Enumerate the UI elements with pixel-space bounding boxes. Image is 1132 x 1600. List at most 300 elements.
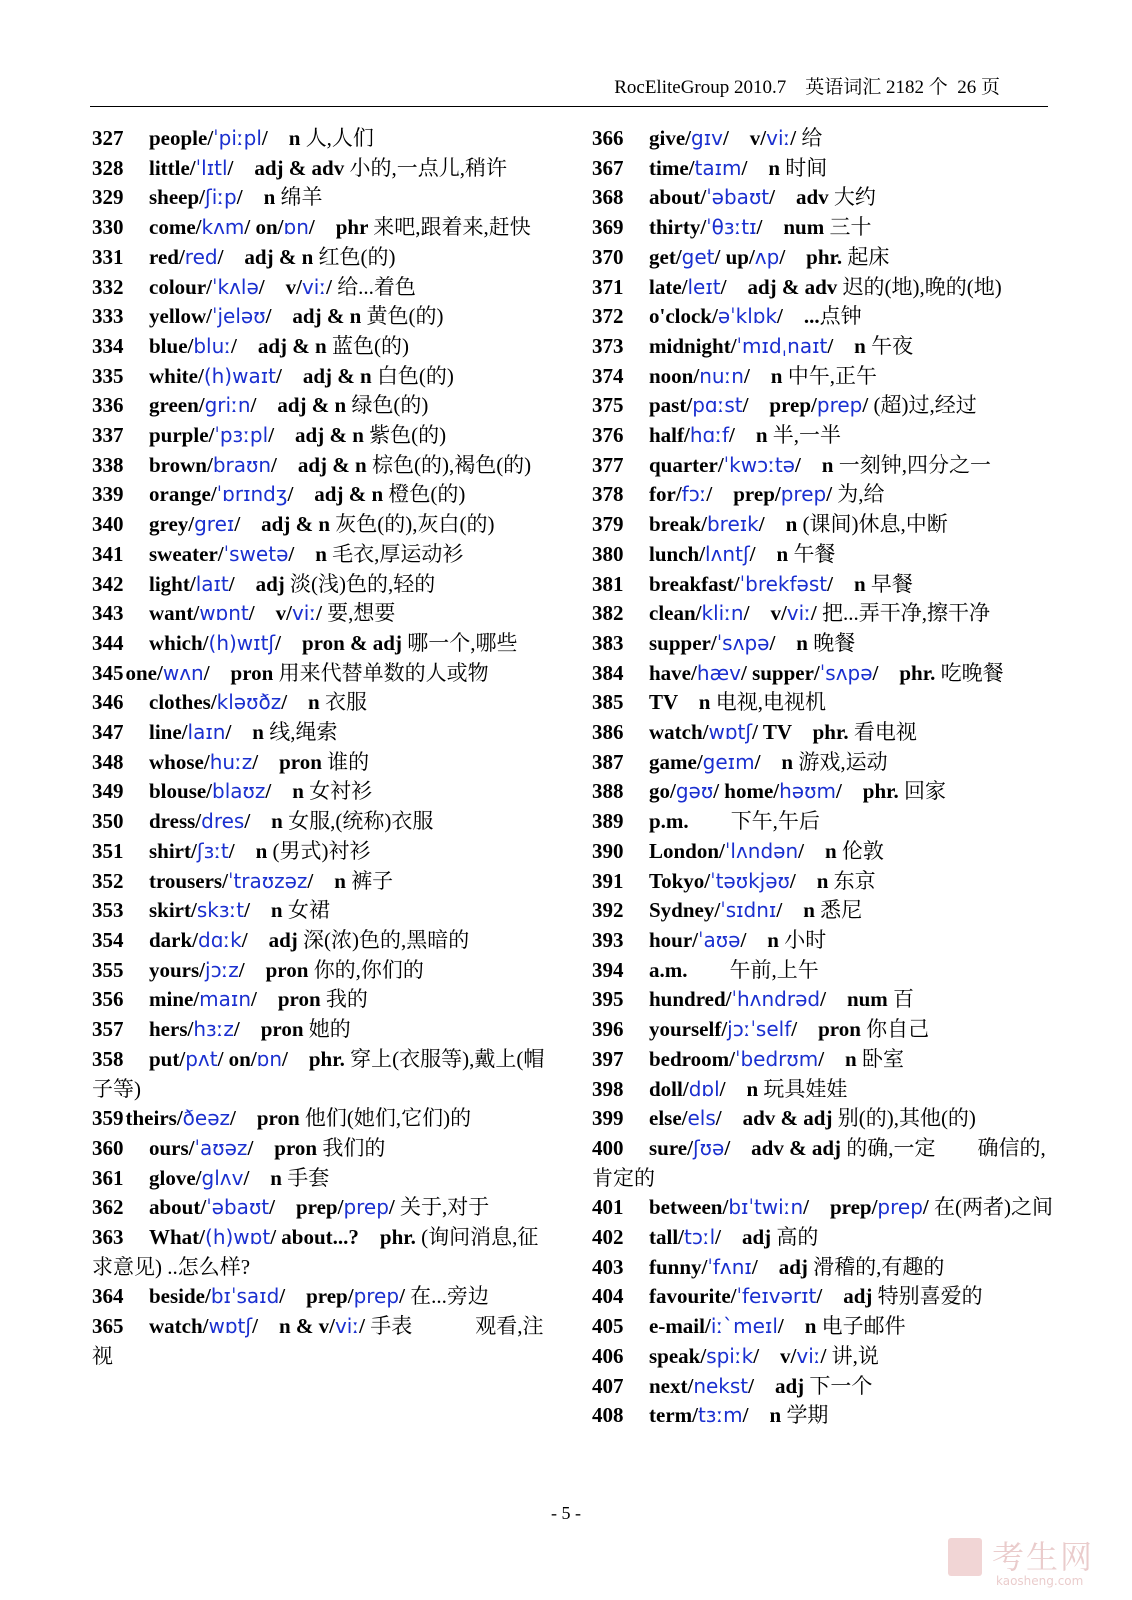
chinese-meaning: 在...旁边 (410, 1284, 489, 1309)
word-text: time/ (649, 155, 695, 180)
phonetic: dɒl (688, 1076, 720, 1101)
word-text: / prep/ (706, 482, 781, 507)
entry-number: 384 (592, 660, 624, 685)
entry-number: 400 (592, 1135, 624, 1160)
word-text: brown/ (149, 452, 213, 477)
chinese-meaning: 游戏,运动 (798, 749, 888, 774)
word-text: Sydney/ (649, 898, 721, 923)
phonetic: wɒtʃ (708, 720, 753, 745)
vocab-entry (592, 124, 1054, 154)
vocab-entry (92, 956, 547, 986)
phonetic: (h)wɪtʃ (208, 630, 276, 655)
entry-number: 334 (92, 333, 124, 358)
phonetic: fɔː (681, 482, 707, 507)
chinese-meaning: 蓝色(的) (331, 333, 409, 358)
chinese-meaning: 一刻钟,四分之一 (838, 452, 991, 477)
chinese-meaning: 伦敦 (841, 838, 884, 863)
word-text: supper/ (649, 630, 717, 655)
entry-number: 404 (592, 1284, 624, 1309)
vocab-entry (592, 1015, 1054, 1045)
chinese-meaning: 你自己 (866, 1017, 930, 1042)
word-text: / num (756, 215, 830, 240)
word-text: / adj & n (217, 244, 319, 269)
word-text: / v/ (248, 601, 292, 626)
vocab-entry (92, 1312, 547, 1371)
word-text: / pron (252, 749, 328, 774)
word-text: give/ (649, 126, 691, 150)
word-text: whose/ (149, 749, 210, 774)
entry-number: 397 (592, 1046, 624, 1071)
word-text: speak/ (649, 1343, 707, 1368)
chinese-meaning: 午前,上午 (729, 957, 819, 982)
word-text: / prep/ (269, 1195, 344, 1220)
entry-number: 330 (92, 215, 124, 240)
word-text: / n (261, 126, 306, 150)
word-text: thirty/ (649, 215, 707, 240)
word-text: for/ (649, 482, 682, 507)
phonetic: ˈpɜːpl (214, 423, 269, 448)
word-text: / phr. (872, 660, 941, 685)
chinese-meaning: 大约 (833, 185, 876, 210)
word-text: / prep/ (279, 1284, 354, 1309)
word-text: blouse/ (149, 779, 213, 804)
phonetic: ʌp (754, 244, 780, 269)
vocab-entry (592, 599, 1054, 629)
chinese-meaning: 学期 (786, 1403, 829, 1428)
phonetic: blaʊz (212, 779, 266, 804)
word-text: / pron (247, 1135, 323, 1160)
word-text: / v/ (258, 274, 302, 299)
word-text: dark/ (149, 927, 199, 952)
word-text: / pron (251, 987, 326, 1012)
chinese-meaning: 悉尼 (820, 898, 863, 923)
vocab-entry (592, 1253, 1054, 1283)
word-text: / pron (203, 660, 279, 685)
entry-number: 405 (592, 1314, 624, 1339)
chinese-meaning: 中午,正午 (787, 363, 877, 388)
phonetic: ˈɒrɪndʒ (216, 482, 288, 507)
word-text: / adj (751, 1254, 814, 1279)
vocab-entry (92, 896, 547, 926)
word-text: / adj (748, 1373, 810, 1398)
entry-number: 406 (592, 1343, 624, 1368)
phonetic: dɑːk (198, 927, 242, 952)
entry-number: 350 (92, 809, 124, 834)
vocab-entry (92, 1104, 547, 1134)
word-text: / adj & n (250, 393, 352, 418)
chinese-meaning: 哪一个,哪些 (407, 630, 518, 655)
phonetic: tɜːm (697, 1403, 743, 1428)
word-text: / (316, 601, 328, 626)
phonetic: viː (291, 601, 317, 626)
entry-number: 361 (92, 1165, 124, 1190)
vocab-entry (92, 391, 547, 421)
chinese-meaning: 吃晚餐 (940, 660, 1004, 685)
vocab-entry (92, 510, 547, 540)
word-text: red/ (149, 244, 185, 269)
word-text: / home/ (713, 779, 780, 804)
word-text: else/ (649, 1106, 688, 1131)
entry-number: 364 (92, 1284, 124, 1309)
word-text: / (862, 393, 874, 418)
vocab-entry (592, 926, 1054, 956)
chinese-meaning: 他们(她们,它们)的 (304, 1106, 472, 1131)
word-text: / pron & adj (275, 630, 408, 655)
vocab-entry (592, 391, 1054, 421)
watermark-logo-icon (948, 1538, 982, 1576)
word-text: hundred/ (649, 987, 732, 1012)
phonetic: ˈbrekfəst (739, 571, 828, 596)
entry-number: 371 (592, 274, 624, 299)
vocab-entry (592, 1223, 1054, 1253)
entry-number: 360 (92, 1135, 124, 1160)
vocab-entry (92, 213, 547, 243)
word-text: blue/ (149, 333, 194, 358)
phonetic: wɒnt (199, 601, 249, 626)
phonetic: nuːn (699, 363, 744, 388)
entry-number: 335 (92, 363, 124, 388)
word-text: about/ (649, 185, 707, 210)
chinese-meaning: 红色(的) (318, 244, 396, 269)
vocab-entry (592, 985, 1054, 1015)
entry-number: 342 (92, 571, 124, 596)
entry-number: 376 (592, 423, 624, 448)
word-text: sheep/ (149, 185, 206, 210)
word-text: / n (244, 809, 289, 834)
chinese-meaning: 线,绳索 (269, 720, 338, 745)
phonetic: ˈθɜːtɪ (706, 215, 757, 240)
header-divider (90, 106, 1048, 107)
vocab-entry (92, 659, 547, 689)
chinese-meaning: 高的 (776, 1225, 819, 1250)
chinese-meaning: 关于,对于 (400, 1195, 490, 1220)
vocab-entry (92, 748, 547, 778)
phonetic: els (687, 1106, 716, 1131)
word-text: / adj (241, 927, 303, 952)
chinese-meaning: 要,想要 (327, 601, 396, 626)
word-text: grey/ (149, 512, 195, 537)
phonetic: viː (786, 601, 811, 626)
entry-number: 390 (592, 838, 624, 863)
vocab-entry (92, 1193, 547, 1223)
entry-number: 367 (592, 155, 624, 180)
word-text: hers/ (149, 1017, 194, 1042)
phonetic: ˈsɪdnɪ (720, 898, 777, 923)
word-text: between/ (649, 1195, 729, 1220)
word-text: / n (719, 1076, 764, 1101)
entry-number: 379 (592, 512, 624, 537)
word-text: o'clock/ (649, 304, 718, 329)
chinese-meaning: 我们的 (322, 1135, 386, 1160)
phonetic: ˈtraʊzəz (227, 868, 308, 893)
word-text: / phr. (835, 779, 905, 804)
phonetic: tɔːl (684, 1225, 716, 1250)
word-text: break/ (649, 512, 707, 537)
phonetic: ˈəbaʊt (706, 185, 770, 210)
entry-number: 333 (92, 304, 124, 329)
watermark-url: kaosheng.com (996, 1574, 1084, 1588)
word-text: half/ (649, 423, 690, 448)
phonetic: ˈkʌlə (212, 274, 259, 299)
vocab-entry (592, 1282, 1054, 1312)
word-text: theirs/ (125, 1106, 183, 1131)
vocab-entry (92, 688, 547, 718)
word-text: / n (741, 155, 786, 180)
chinese-meaning: 下午,午后 (730, 809, 820, 834)
word-text: / n (244, 898, 288, 923)
chinese-meaning: 手套 (287, 1165, 330, 1190)
word-text: / v/ (722, 126, 767, 150)
entry-number: 368 (592, 185, 624, 210)
vocab-entry (92, 777, 547, 807)
word-text: / n (777, 1314, 822, 1339)
word-text: / on/ (244, 215, 284, 240)
vocab-entry (592, 273, 1054, 303)
phonetic: jɔːz (205, 957, 239, 982)
vocab-entry (592, 1193, 1054, 1223)
phonetic: ˈhʌndrəd (731, 987, 821, 1012)
vocab-entry (592, 718, 1054, 748)
word-text: / phr (308, 215, 374, 240)
chinese-meaning: 毛衣,厚运动衫 (332, 541, 464, 566)
phonetic: ˈaʊə (698, 927, 741, 952)
phonetic: kləʊðz (216, 690, 282, 715)
word-text: term/ (649, 1403, 698, 1428)
phonetic: ˈfʌnɪ (707, 1254, 752, 1279)
word-text: p.m. (649, 809, 731, 834)
phonetic: skɜːt (196, 898, 245, 923)
word-text: / phr. (779, 244, 848, 269)
word-text: bedroom/ (649, 1046, 735, 1071)
entry-number: 387 (592, 749, 624, 774)
vocab-entry (92, 183, 547, 213)
vocab-entry (592, 1075, 1054, 1105)
word-text: come/ (149, 215, 202, 240)
phonetic: prep (816, 393, 863, 418)
word-text: mine/ (149, 987, 200, 1012)
phonetic: gɪv (691, 126, 723, 150)
word-text: / pron (238, 957, 314, 982)
vocab-column-right (592, 124, 1054, 1431)
phonetic: ˈpiːpl (213, 126, 262, 150)
vocab-entry (92, 599, 547, 629)
chinese-meaning: 电子邮件 (821, 1314, 906, 1339)
word-text: ours/ (149, 1135, 195, 1160)
word-text: / prep/ (803, 1195, 878, 1220)
phonetic: lʌntʃ (705, 541, 750, 566)
word-text: / on/ (217, 1046, 257, 1071)
phonetic: leɪt (687, 274, 721, 299)
vocab-entry (592, 1134, 1054, 1193)
word-text: next/ (649, 1373, 694, 1398)
vocab-entry (92, 154, 547, 184)
phonetic: greɪ (194, 512, 235, 537)
phonetic: geɪm (702, 749, 755, 774)
vocab-entry (592, 629, 1054, 659)
entry-number: 402 (592, 1225, 624, 1250)
chinese-meaning: 人,人们 (305, 126, 374, 150)
word-text: / (810, 601, 823, 626)
chinese-meaning: 橙色(的) (388, 482, 466, 507)
word-text: / n (789, 868, 834, 893)
entry-number: 380 (592, 541, 624, 566)
chinese-meaning: 来吧,跟着来,赶快 (373, 215, 531, 240)
entry-number: 348 (92, 749, 124, 774)
word-text: Tokyo/ (649, 868, 711, 893)
word-text: / (326, 274, 338, 299)
phonetic: red (184, 244, 218, 269)
entry-number: 327 (92, 126, 124, 150)
word-text: have/ (649, 660, 697, 685)
word-text: people/ (149, 126, 214, 150)
word-text: e-mail/ (649, 1314, 711, 1339)
phonetic: dres (201, 809, 245, 834)
vocab-entry (592, 480, 1054, 510)
entry-number: 351 (92, 838, 124, 863)
chinese-meaning: 迟的(地),晚的(地) (842, 274, 1002, 299)
word-text: watch/ (649, 720, 709, 745)
word-text: / n (758, 512, 803, 537)
word-text: / ... (777, 304, 820, 329)
vocab-entry (592, 243, 1054, 273)
chinese-meaning: 三十 (829, 215, 872, 240)
phonetic: bluː (193, 333, 232, 358)
word-text: / n (740, 927, 785, 952)
word-text: shirt/ (149, 838, 197, 863)
chinese-meaning: 给 (801, 126, 823, 150)
vocab-entry (592, 1401, 1054, 1431)
phonetic: nekst (693, 1373, 749, 1398)
vocab-entry (592, 183, 1054, 213)
chinese-meaning: 女衬衫 (309, 779, 373, 804)
phonetic: ˈmɪdˌnaɪt (736, 333, 828, 358)
vocab-entry (92, 273, 547, 303)
chinese-meaning: 晚餐 (813, 630, 856, 655)
word-text: / n (818, 1046, 862, 1071)
word-text: favourite/ (649, 1284, 737, 1309)
chinese-meaning: 为,给 (837, 482, 885, 507)
word-text: breakfast/ (649, 571, 740, 596)
phonetic: bɪˈtwiːn (728, 1195, 804, 1220)
word-text: a.m. (649, 957, 730, 982)
chinese-meaning: (超)过,经过 (873, 393, 977, 418)
phonetic: ˈjeləʊ (212, 304, 266, 329)
phonetic: prep (353, 1284, 400, 1309)
word-text: clean/ (649, 601, 702, 626)
chinese-meaning: 午夜 (871, 333, 914, 358)
word-text: line/ (149, 720, 188, 745)
entry-number: 346 (92, 690, 124, 715)
word-text: / n (225, 720, 270, 745)
vocab-entry (592, 421, 1054, 451)
chinese-meaning: 卧室 (861, 1046, 904, 1071)
entry-number: 341 (92, 541, 124, 566)
word-text: clothes/ (149, 690, 217, 715)
chinese-meaning: 你的,你们的 (313, 957, 424, 982)
phonetic: ˈsʌpə (819, 660, 873, 685)
word-text: / adv (769, 185, 834, 210)
chinese-meaning: 电视,电视机 (715, 690, 826, 715)
vocab-entry (92, 362, 547, 392)
word-text: which/ (149, 630, 209, 655)
phonetic: viː (301, 274, 327, 299)
entry-number: 354 (92, 927, 124, 952)
entry-number: 349 (92, 779, 124, 804)
word-text: yours/ (149, 957, 206, 982)
word-text: / adj (715, 1225, 777, 1250)
phonetic: hæv (696, 660, 741, 685)
phonetic: kʌm (201, 215, 245, 240)
word-text: / n (827, 333, 872, 358)
word-text: about/ (149, 1195, 207, 1220)
vocab-entry (92, 540, 547, 570)
phonetic: ʃiːp (205, 185, 237, 210)
chinese-meaning: 半,一半 (772, 423, 842, 448)
phonetic: prep (780, 482, 827, 507)
chinese-meaning: 东京 (833, 868, 876, 893)
vocab-column-left (92, 124, 547, 1372)
chinese-meaning: 绿色(的) (351, 393, 429, 418)
vocab-entry (92, 124, 547, 154)
vocab-entry (92, 243, 547, 273)
word-text: light/ (149, 571, 196, 596)
chinese-meaning: 棕色(的),褐色(的) (371, 452, 532, 477)
word-text: / n (794, 452, 839, 477)
word-text: / adj & n (271, 452, 372, 477)
word-text: tall/ (649, 1225, 684, 1250)
word-text: / adj & adv (227, 155, 350, 180)
chinese-meaning: 绵羊 (280, 185, 323, 210)
word-text: / adj (816, 1284, 878, 1309)
word-text: skirt/ (149, 898, 197, 923)
vocab-entry (92, 480, 547, 510)
entry-number: 375 (592, 393, 624, 418)
phonetic: laɪn (187, 720, 226, 745)
chinese-meaning: 下一个 (809, 1373, 873, 1398)
chinese-meaning: 玩具娃娃 (763, 1076, 848, 1101)
entry-number: 388 (592, 779, 624, 804)
chinese-meaning: 早餐 (870, 571, 913, 596)
watermark-name: 考生网 (992, 1538, 1095, 1576)
word-text: trousers/ (149, 868, 228, 893)
phonetic: ɒn (283, 215, 309, 240)
word-text: / n (743, 363, 788, 388)
chinese-meaning: 手表 观看,注视 (92, 1314, 544, 1368)
entry-number: 399 (592, 1106, 624, 1131)
phonetic: ˈbedrʊm (734, 1046, 819, 1071)
word-text: midnight/ (649, 333, 737, 358)
chinese-meaning: 讲,说 (831, 1343, 879, 1368)
entry-number: 386 (592, 720, 624, 745)
chinese-meaning: 看电视 (853, 720, 917, 745)
vocab-entry (592, 659, 1054, 689)
phonetic: taɪm (694, 155, 742, 180)
chinese-meaning: 我的 (325, 987, 368, 1012)
chinese-meaning: 她的 (308, 1017, 351, 1042)
vocab-entry (592, 688, 1054, 718)
word-text: / n (742, 1403, 787, 1428)
vocab-entry (592, 807, 1054, 837)
word-text: / n (281, 690, 325, 715)
word-text: late/ (649, 274, 688, 299)
chinese-meaning: 黄色(的) (366, 304, 444, 329)
entry-number: 331 (92, 244, 124, 269)
entry-number: 374 (592, 363, 624, 388)
entry-number: 370 (592, 244, 624, 269)
phonetic: ðeəz (182, 1106, 230, 1131)
phonetic: griːn (204, 393, 251, 418)
chinese-meaning: 谁的 (327, 749, 370, 774)
